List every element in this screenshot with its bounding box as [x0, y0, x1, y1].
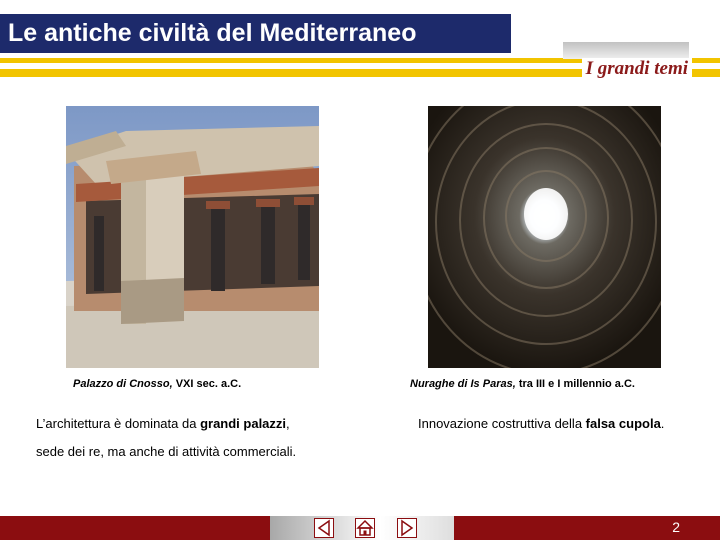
section-label: I grandi temi	[582, 58, 692, 80]
next-slide-button[interactable]	[397, 518, 417, 538]
home-button[interactable]	[355, 518, 375, 538]
nuraghe-description: Innovazione costruttiva della falsa cupola.	[418, 416, 665, 431]
nuraghe-caption: Nuraghe di Is Paras, tra III e I millennio a.C.	[410, 378, 635, 390]
header-grey-block	[563, 42, 689, 59]
knossos-description: L’architettura è dominata da grandi palazzi, sede dei re, ma anche di attività commerciali.	[36, 416, 297, 459]
home-icon	[356, 519, 374, 537]
slide-title: Le antiche civiltà del Mediterraneo	[0, 14, 511, 53]
knossos-palace-photo	[66, 106, 319, 368]
previous-arrow-icon	[315, 519, 333, 537]
nuraghe-dome-photo	[428, 106, 661, 368]
previous-slide-button[interactable]	[314, 518, 334, 538]
knossos-caption: Palazzo di Cnosso, VXI sec. a.C.	[73, 378, 242, 390]
page-number: 2	[672, 519, 680, 535]
next-arrow-icon	[398, 519, 416, 537]
